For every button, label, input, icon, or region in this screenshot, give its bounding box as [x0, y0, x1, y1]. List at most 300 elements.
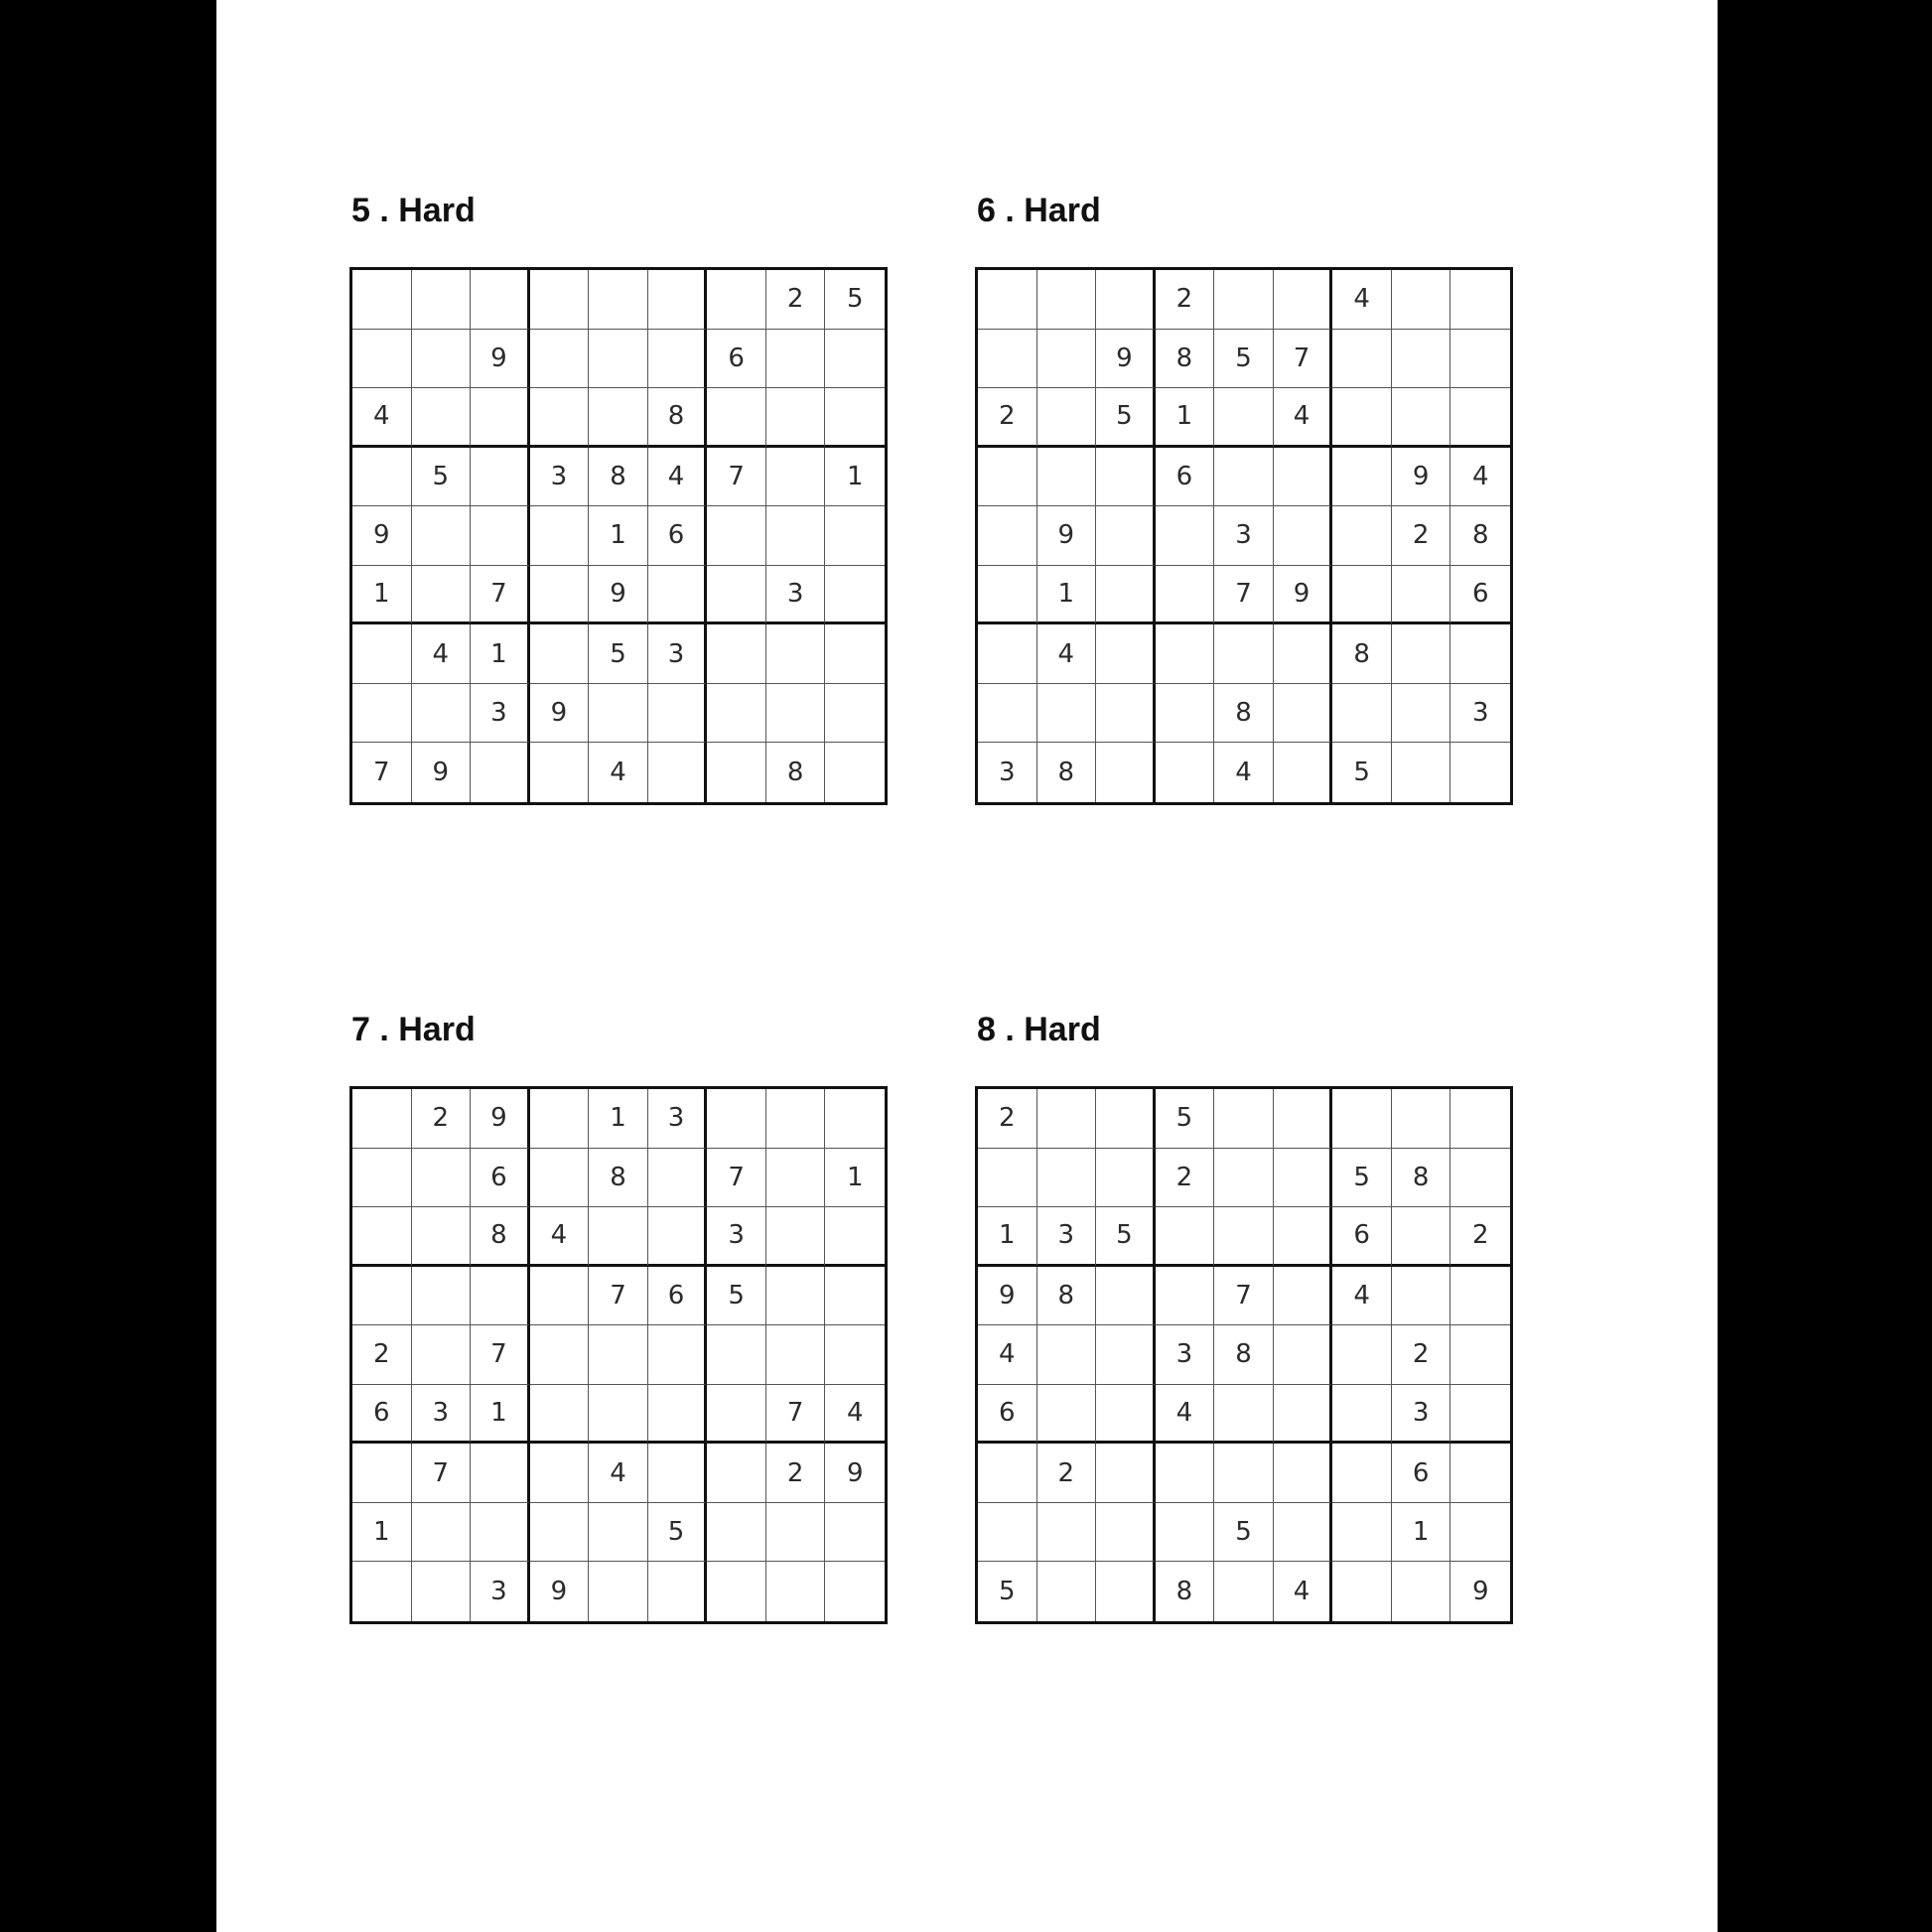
sudoku-grid: [349, 1086, 888, 1624]
sudoku-cell: [412, 330, 472, 389]
puzzle-title: 7 . Hard: [351, 1011, 476, 1048]
sudoku-cell: [1037, 1562, 1097, 1621]
sudoku-cell: [1450, 330, 1510, 389]
sudoku-cell: [1214, 624, 1274, 684]
sudoku-cell: [530, 1089, 590, 1149]
sudoku-cell: [1037, 1325, 1097, 1385]
sudoku-cell: 2: [978, 388, 1037, 448]
sudoku-cell: [1096, 1149, 1156, 1208]
sudoku-cell: [707, 506, 766, 566]
sudoku-cell: 2: [1392, 1325, 1451, 1385]
sudoku-cell: [589, 388, 648, 448]
sudoku-cell: [978, 330, 1037, 389]
sudoku-cell: [589, 1325, 648, 1385]
sudoku-cell: 4: [825, 1385, 885, 1445]
sudoku-cell: [1392, 624, 1451, 684]
sudoku-cell: [978, 448, 1037, 507]
sudoku-cell: [1274, 624, 1333, 684]
sudoku-cell: 8: [1156, 330, 1215, 389]
sudoku-cell: [589, 270, 648, 330]
sudoku-cell: 1: [1392, 1503, 1451, 1563]
sudoku-cell: [1037, 388, 1097, 448]
sudoku-cell: [825, 624, 885, 684]
sudoku-cell: 9: [530, 1562, 590, 1621]
sudoku-cell: [1274, 1149, 1333, 1208]
sudoku-cell: [766, 330, 826, 389]
sudoku-cell: 3: [648, 1089, 708, 1149]
sudoku-cell: [1332, 448, 1392, 507]
sudoku-cell: [1392, 388, 1451, 448]
sudoku-cell: [1214, 1562, 1274, 1621]
sudoku-cell: [530, 506, 590, 566]
sudoku-cell: [1214, 270, 1274, 330]
puzzle-title: 5 . Hard: [351, 192, 476, 229]
sudoku-cell: [530, 1149, 590, 1208]
sudoku-cell: [766, 684, 826, 744]
sudoku-cell: [471, 388, 530, 448]
sudoku-cell: 5: [1096, 1207, 1156, 1267]
sudoku-cell: [412, 506, 472, 566]
sudoku-cell: [1156, 506, 1215, 566]
sudoku-cell: 7: [471, 566, 530, 625]
sudoku-cell: [1037, 684, 1097, 744]
sudoku-cell: 5: [707, 1267, 766, 1326]
sudoku-cell: 9: [589, 566, 648, 625]
sudoku-cell: [648, 1444, 708, 1503]
sudoku-cell: [1392, 270, 1451, 330]
sudoku-grid: [975, 267, 1513, 805]
sudoku-cell: 8: [1392, 1149, 1451, 1208]
sudoku-cell: 8: [1156, 1562, 1215, 1621]
sudoku-cell: [471, 1444, 530, 1503]
sudoku-cell: [530, 330, 590, 389]
sudoku-cell: [412, 388, 472, 448]
sudoku-cell: [648, 1207, 708, 1267]
sudoku-cell: [1392, 1267, 1451, 1326]
sudoku-cell: [1332, 566, 1392, 625]
sudoku-cell: [1096, 1385, 1156, 1445]
sudoku-cell: 2: [412, 1089, 472, 1149]
sudoku-cell: 4: [589, 743, 648, 802]
sudoku-cell: 1: [352, 566, 412, 625]
sudoku-cell: 5: [648, 1503, 708, 1563]
sudoku-cell: 7: [766, 1385, 826, 1445]
sudoku-cell: 7: [589, 1267, 648, 1326]
sudoku-cell: 3: [412, 1385, 472, 1445]
sudoku-cell: [1332, 330, 1392, 389]
worksheet-page: [216, 0, 1718, 1932]
sudoku-cell: 9: [1471, 1577, 1489, 1607]
sudoku-cell: [648, 330, 708, 389]
sudoku-cell: [352, 1267, 412, 1326]
sudoku-cell: 6: [978, 1385, 1037, 1445]
sudoku-cell: [1214, 388, 1274, 448]
sudoku-cell: 6: [1392, 1444, 1451, 1503]
sudoku-cell: [1037, 270, 1097, 330]
sudoku-cell: [1274, 1444, 1333, 1503]
sudoku-cell: 9: [530, 684, 590, 744]
sudoku-cell: [707, 270, 766, 330]
sudoku-cell: [530, 388, 590, 448]
sudoku-cell: [352, 1089, 412, 1149]
sudoku-cell: 2: [1156, 270, 1215, 330]
sudoku-cell: [825, 1503, 885, 1563]
sudoku-cell: [766, 1503, 826, 1563]
sudoku-cell: [352, 684, 412, 744]
sudoku-cell: [1037, 1385, 1097, 1445]
sudoku-cell: [766, 1207, 826, 1267]
sudoku-cell: [1096, 1444, 1156, 1503]
sudoku-cell: [1450, 743, 1510, 802]
sudoku-cell: [1037, 1149, 1097, 1208]
sudoku-cell: 5: [1214, 330, 1274, 389]
sudoku-cell: [648, 684, 708, 744]
sudoku-cell: 3: [1156, 1325, 1215, 1385]
sudoku-cell: [707, 624, 766, 684]
sudoku-cell: [766, 1089, 826, 1149]
sudoku-cell: 2: [1392, 506, 1451, 566]
sudoku-cell: [766, 1149, 826, 1208]
sudoku-cell: [1450, 270, 1510, 330]
sudoku-cell: 3: [766, 566, 826, 625]
sudoku-cell: [1214, 448, 1274, 507]
sudoku-cell: [1274, 743, 1333, 802]
sudoku-grid: [349, 267, 888, 805]
sudoku-cell: 4: [1274, 1562, 1333, 1621]
sudoku-cell: 3: [648, 624, 708, 684]
sudoku-cell: 5: [412, 448, 472, 507]
puzzle-title: 6 . Hard: [977, 192, 1101, 229]
sudoku-cell: [1450, 1149, 1510, 1208]
sudoku-cell: [471, 743, 530, 802]
sudoku-cell: 1: [825, 1149, 885, 1208]
sudoku-cell: 3: [978, 743, 1037, 802]
sudoku-cell: 4: [530, 1207, 590, 1267]
sudoku-cell: 8: [1450, 506, 1510, 566]
sudoku-cell: 3: [471, 1562, 530, 1621]
sudoku-cell: 7: [471, 1325, 530, 1385]
sudoku-cell: [1156, 566, 1215, 625]
sudoku-cell: 9: [471, 1089, 530, 1149]
sudoku-cell: 4: [412, 624, 472, 684]
sudoku-cell: [766, 624, 826, 684]
sudoku-cell: [978, 1149, 1037, 1208]
sudoku-cell: 4: [1332, 1267, 1392, 1326]
sudoku-cell: 3: [1392, 1385, 1451, 1445]
sudoku-cell: [1096, 506, 1156, 566]
sudoku-cell: 1: [589, 1089, 648, 1149]
sudoku-cell: 4: [352, 388, 412, 448]
sudoku-cell: 1: [589, 506, 648, 566]
sudoku-cell: [707, 1385, 766, 1445]
sudoku-cell: 3: [530, 448, 590, 507]
sudoku-cell: [1274, 1503, 1333, 1563]
sudoku-cell: 5: [1214, 1503, 1274, 1563]
sudoku-cell: [1332, 1385, 1392, 1445]
sudoku-cell: 6: [648, 506, 708, 566]
sudoku-cell: 6: [1332, 1207, 1392, 1267]
sudoku-cell: [707, 1444, 766, 1503]
sudoku-cell: 5: [1156, 1089, 1215, 1149]
sudoku-cell: [530, 1267, 590, 1326]
sudoku-cell: [1096, 1089, 1156, 1149]
sudoku-cell: [471, 506, 530, 566]
sudoku-cell: 8: [648, 388, 708, 448]
sudoku-cell: 2: [1156, 1149, 1215, 1208]
sudoku-cell: [1392, 1089, 1451, 1149]
sudoku-cell: [1274, 1267, 1333, 1326]
sudoku-cell: 1: [352, 1503, 412, 1563]
sudoku-cell: 8: [1332, 624, 1392, 684]
sudoku-cell: 4: [1037, 624, 1097, 684]
sudoku-cell: 4: [648, 448, 708, 507]
sudoku-cell: [1214, 1444, 1274, 1503]
sudoku-cell: 8: [1214, 1325, 1274, 1385]
sudoku-cell: 9: [352, 506, 412, 566]
sudoku-cell: 2: [1450, 1207, 1510, 1267]
sudoku-cell: [1096, 566, 1156, 625]
sudoku-cell: [766, 388, 826, 448]
sudoku-cell: [1096, 743, 1156, 802]
sudoku-cell: [766, 1562, 826, 1621]
sudoku-cell: [1392, 330, 1451, 389]
sudoku-cell: [707, 743, 766, 802]
sudoku-cell: [707, 1325, 766, 1385]
sudoku-cell: 3: [1214, 506, 1274, 566]
sudoku-cell: 7: [1214, 1267, 1274, 1326]
sudoku-cell: [825, 1325, 885, 1385]
sudoku-cell: 2: [352, 1325, 412, 1385]
sudoku-cell: [589, 1562, 648, 1621]
sudoku-cell: [530, 1444, 590, 1503]
sudoku-cell: [1156, 684, 1215, 744]
sudoku-cell: 5: [1332, 1149, 1392, 1208]
sudoku-cell: [1332, 388, 1392, 448]
sudoku-cell: [978, 506, 1037, 566]
sudoku-cell: [648, 1562, 708, 1621]
sudoku-cell: [707, 566, 766, 625]
sudoku-cell: 8: [1214, 684, 1274, 744]
sudoku-cell: [412, 1562, 472, 1621]
sudoku-cell: 4: [589, 1444, 648, 1503]
sudoku-cell: [1214, 1089, 1274, 1149]
sudoku-cell: [1450, 1385, 1510, 1445]
sudoku-cell: [707, 1089, 766, 1149]
sudoku-cell: [1214, 1207, 1274, 1267]
sudoku-cell: [1096, 1562, 1156, 1621]
sudoku-cell: [648, 1385, 708, 1445]
sudoku-cell: [1450, 1089, 1510, 1149]
sudoku-cell: [766, 1325, 826, 1385]
sudoku-cell: 9: [1037, 506, 1097, 566]
sudoku-cell: [707, 1503, 766, 1563]
sudoku-cell: [1274, 270, 1333, 330]
sudoku-cell: [589, 1503, 648, 1563]
sudoku-cell: 7: [1214, 566, 1274, 625]
sudoku-cell: [412, 566, 472, 625]
sudoku-cell: 9: [412, 743, 472, 802]
sudoku-cell: [412, 1503, 472, 1563]
sudoku-cell: [1392, 684, 1451, 744]
sudoku-cell: [1096, 270, 1156, 330]
sudoku-cell: [352, 448, 412, 507]
sudoku-cell: 9: [825, 1444, 885, 1503]
sudoku-cell: [471, 1503, 530, 1563]
sudoku-cell: [352, 1149, 412, 1208]
sudoku-cell: [412, 1267, 472, 1326]
sudoku-cell: 9: [1392, 448, 1451, 507]
sudoku-cell: [1392, 743, 1451, 802]
sudoku-cell: 4: [1156, 1385, 1215, 1445]
sudoku-cell: 8: [1037, 743, 1097, 802]
sudoku-cell: [1096, 624, 1156, 684]
sudoku-cell: 7: [352, 743, 412, 802]
sudoku-cell: 1: [1156, 388, 1215, 448]
sudoku-cell: [412, 270, 472, 330]
sudoku-cell: [825, 330, 885, 389]
sudoku-cell: [1332, 1562, 1392, 1621]
sudoku-cell: 9: [471, 330, 530, 389]
sudoku-cell: [1332, 684, 1392, 744]
sudoku-cell: [707, 1562, 766, 1621]
sudoku-cell: [1332, 1503, 1392, 1563]
sudoku-cell: [530, 743, 590, 802]
sudoku-cell: [825, 684, 885, 744]
sudoku-cell: [825, 743, 885, 802]
sudoku-cell: 4: [1274, 388, 1333, 448]
sudoku-cell: [1450, 1267, 1510, 1326]
sudoku-cell: [1096, 1325, 1156, 1385]
sudoku-cell: [1037, 1089, 1097, 1149]
sudoku-cell: [471, 270, 530, 330]
sudoku-cell: [648, 1325, 708, 1385]
sudoku-cell: [978, 270, 1037, 330]
sudoku-cell: 7: [1274, 330, 1333, 389]
sudoku-cell: [1156, 1267, 1215, 1326]
sudoku-cell: [1037, 448, 1097, 507]
sudoku-cell: 5: [825, 270, 885, 330]
sudoku-cell: 8: [471, 1207, 530, 1267]
sudoku-cell: [530, 566, 590, 625]
sudoku-cell: 9: [1096, 330, 1156, 389]
sudoku-cell: 4: [1332, 270, 1392, 330]
sudoku-cell: [530, 1325, 590, 1385]
sudoku-cell: 6: [1156, 448, 1215, 507]
sudoku-cell: [352, 624, 412, 684]
sudoku-cell: 4: [1450, 448, 1510, 507]
sudoku-cell: [1450, 1444, 1510, 1503]
sudoku-cell: [1037, 330, 1097, 389]
sudoku-cell: 8: [1037, 1267, 1097, 1326]
sudoku-cell: 1: [471, 624, 530, 684]
sudoku-cell: [1450, 1503, 1510, 1563]
sudoku-cell: [978, 1503, 1037, 1563]
sudoku-cell: [1332, 1325, 1392, 1385]
sudoku-cell: [1096, 684, 1156, 744]
sudoku-grid: [975, 1086, 1513, 1624]
sudoku-cell: 1: [471, 1385, 530, 1445]
sudoku-cell: [412, 1325, 472, 1385]
sudoku-cell: [825, 1267, 885, 1326]
sudoku-cell: [1096, 448, 1156, 507]
sudoku-cell: 3: [707, 1207, 766, 1267]
sudoku-cell: [1156, 1444, 1215, 1503]
sudoku-cell: [766, 506, 826, 566]
sudoku-cell: [352, 1562, 412, 1621]
sudoku-cell: [978, 566, 1037, 625]
sudoku-cell: 2: [766, 1444, 826, 1503]
sudoku-cell: [1450, 624, 1510, 684]
sudoku-cell: [352, 270, 412, 330]
sudoku-cell: [707, 388, 766, 448]
sudoku-cell: 6: [352, 1385, 412, 1445]
sudoku-cell: 3: [1037, 1207, 1097, 1267]
sudoku-cell: [825, 1089, 885, 1149]
sudoku-cell: 5: [978, 1562, 1037, 1621]
sudoku-cell: [707, 684, 766, 744]
sudoku-cell: [352, 330, 412, 389]
sudoku-cell: [412, 684, 472, 744]
sudoku-cell: [530, 1385, 590, 1445]
sudoku-cell: 1: [1037, 566, 1097, 625]
sudoku-cell: 2: [766, 270, 826, 330]
sudoku-cell: 7: [707, 1149, 766, 1208]
sudoku-cell: 1: [825, 448, 885, 507]
sudoku-cell: 8: [589, 1149, 648, 1208]
sudoku-cell: [1392, 566, 1451, 625]
sudoku-cell: [1274, 1207, 1333, 1267]
sudoku-cell: [825, 506, 885, 566]
puzzle-title: 8 . Hard: [977, 1011, 1101, 1048]
sudoku-cell: [1156, 624, 1215, 684]
sudoku-cell: [1156, 1207, 1215, 1267]
sudoku-cell: [471, 448, 530, 507]
sudoku-cell: [825, 388, 885, 448]
sudoku-cell: [589, 330, 648, 389]
sudoku-cell: [1214, 1385, 1274, 1445]
sudoku-cell: [1274, 1089, 1333, 1149]
sudoku-cell: [589, 684, 648, 744]
sudoku-cell: [1274, 1385, 1333, 1445]
sudoku-cell: 6: [1450, 566, 1510, 625]
sudoku-cell: 7: [412, 1444, 472, 1503]
sudoku-cell: [825, 1562, 885, 1621]
sudoku-cell: 6: [648, 1267, 708, 1326]
sudoku-cell: [648, 1149, 708, 1208]
sudoku-cell: [1274, 684, 1333, 744]
sudoku-cell: 4: [978, 1325, 1037, 1385]
sudoku-cell: [1156, 1503, 1215, 1563]
sudoku-cell: [1274, 1325, 1333, 1385]
sudoku-cell: [1332, 1089, 1392, 1149]
sudoku-cell: [530, 624, 590, 684]
sudoku-cell: 5: [1096, 388, 1156, 448]
sudoku-cell: [1332, 506, 1392, 566]
sudoku-cell: [1096, 1503, 1156, 1563]
sudoku-cell: [978, 624, 1037, 684]
sudoku-cell: 6: [471, 1149, 530, 1208]
sudoku-cell: [648, 743, 708, 802]
sudoku-cell: 8: [589, 448, 648, 507]
sudoku-cell: [825, 566, 885, 625]
sudoku-cell: [1214, 1149, 1274, 1208]
sudoku-cell: 6: [707, 330, 766, 389]
sudoku-cell: [825, 1207, 885, 1267]
sudoku-cell: [766, 1267, 826, 1326]
sudoku-cell: [1392, 1562, 1451, 1621]
sudoku-cell: [648, 270, 708, 330]
sudoku-cell: 3: [1450, 684, 1510, 744]
